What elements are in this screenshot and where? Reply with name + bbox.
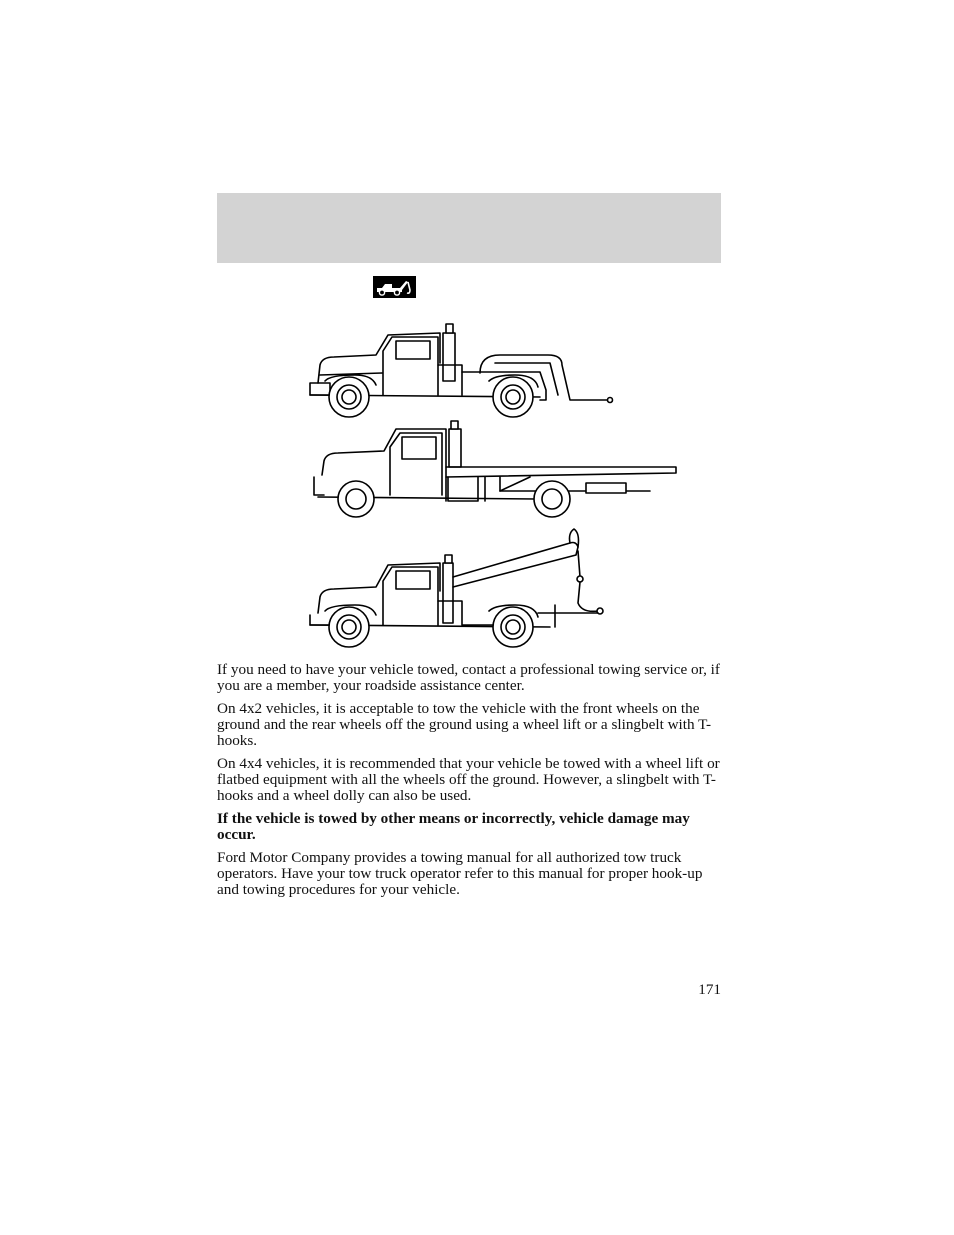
paragraph-4x4-towing: On 4x4 vehicles, it is recommended that your vehicle be towed with a wheel lift or flatbed equipment with all the wheels off the ground. However, a slingbelt with T-hooks and a wheel dolly can also be used. — [217, 755, 720, 804]
paragraph-towing-contact: If you need to have your vehicle towed, contact a professional towing service or, if you are a member, your roadside assistance center. — [217, 661, 720, 694]
wheel-lift-tow-truck-icon — [310, 324, 613, 417]
section-header-band — [217, 193, 721, 263]
flatbed-tow-truck-icon — [314, 421, 676, 517]
towing-warning: If the vehicle is towed by other means or incorrectly, vehicle damage may occur. — [217, 810, 690, 843]
hook-wrecker-tow-truck-icon — [310, 529, 603, 647]
page-number: 171 — [698, 981, 721, 998]
tow-truck-illustrations — [300, 315, 690, 655]
paragraph-towing-manual: Ford Motor Company provides a towing manual for all authorized tow truck operators. Have your tow truck operator refer to this manual for proper hook-up and towing procedures for your vehicle. — [217, 849, 703, 898]
tow-truck-icon — [373, 276, 416, 298]
paragraph-4x2-towing: On 4x2 vehicles, it is acceptable to tow the vehicle with the front wheels on the ground and the rear wheels off the ground using a wheel lift or a slingbelt with T-hooks. — [217, 700, 712, 749]
body-text — [217, 662, 721, 905]
